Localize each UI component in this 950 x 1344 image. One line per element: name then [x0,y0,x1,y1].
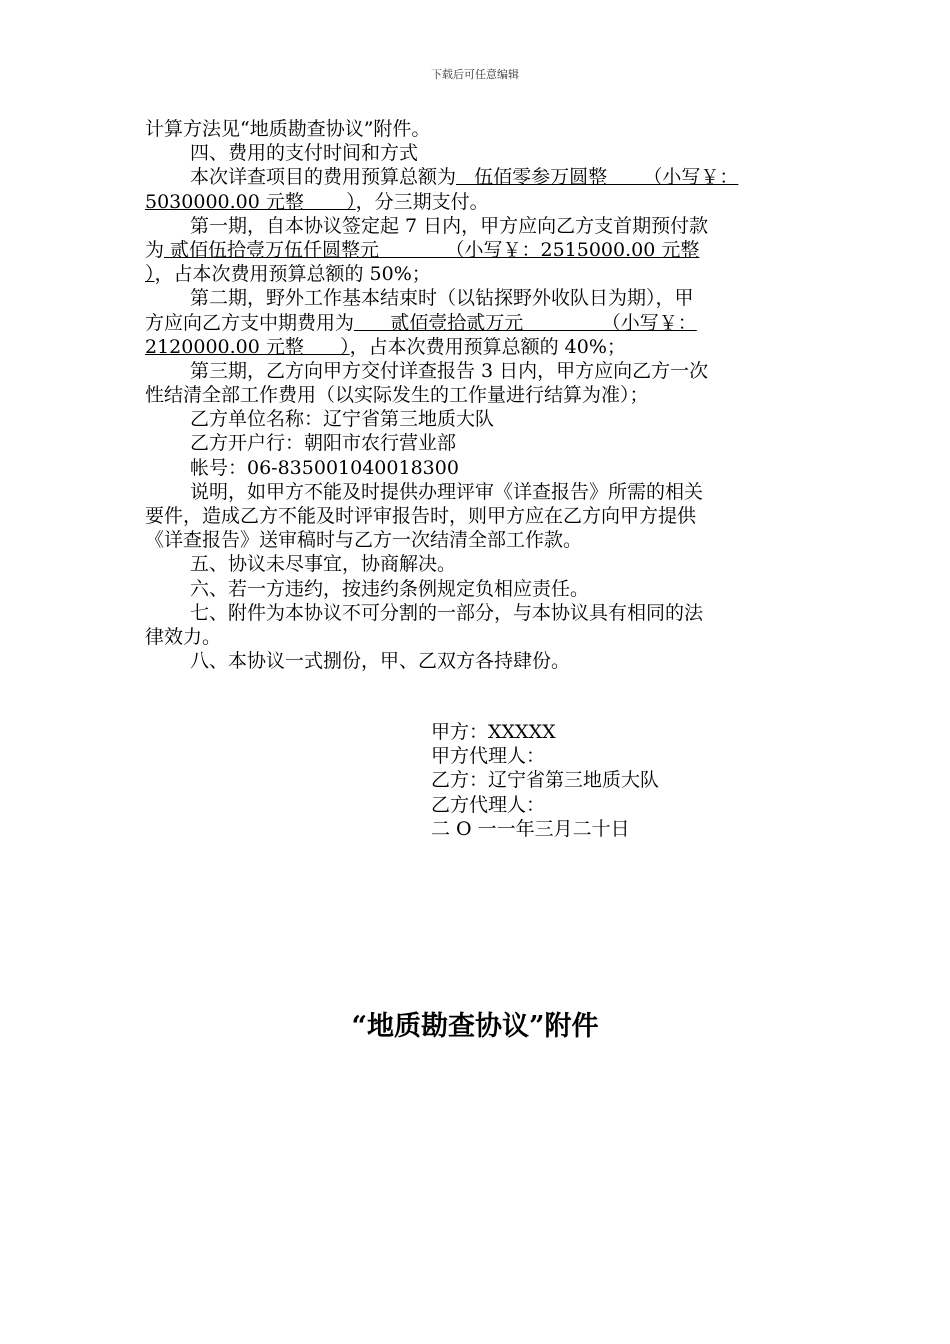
text-line: 律效力。 [145,625,222,648]
contract-body [145,117,810,673]
text-line [145,190,810,214]
text-line: 要件，造成乙方不能及时评审报告时，则甲方应在乙方向甲方提供 [145,505,697,527]
signing-date: 二 O 一一年三月二十日 [431,817,630,840]
text-line: 第二期，野外工作基本结束时（以钻探野外收队日为期），甲 [190,287,694,310]
annex-title: “地质勘查协议”附件 [351,1011,599,1042]
party-a-agent: 甲方代理人： [431,745,546,768]
party-b: 乙方：辽宁省第三地质大队 [431,769,660,792]
bank-account: 帐号：06-835001040018300 [190,456,459,479]
text-line [145,311,810,335]
text-span: ，占本次费用预算总额的 40%； [349,335,626,358]
signature-block [431,720,659,841]
text-span: 为 [145,238,165,261]
text-span: ，分三期支付。 [355,190,489,213]
text-span: ，占本次费用预算总额的 50%； [154,263,431,286]
section-heading-payment: 四、费用的支付时间和方式 [190,142,419,165]
bank-branch: 乙方开户行：朝阳市农行营业部 [190,432,457,455]
second-payment-field: 贰佰壹拾贰万元 （小写￥： [354,311,697,334]
clause-seven: 七、附件为本协议不可分割的一部分，与本协议具有相同的法 [190,601,704,624]
total-budget-field: 伍佰零参万圆整 （小写￥： [456,166,739,189]
party-b-agent: 乙方代理人： [431,793,546,816]
total-budget-amount: 5030000.00 元整 ） [145,190,356,213]
text-line: 第三期，乙方向甲方交付详查报告 3 日内，甲方应向乙方一次 [190,359,709,382]
text-span: 方应向乙方支中期费用为 [145,311,355,334]
text-line: 第一期，自本协议签定起 7 日内，甲方应向乙方支首期预付款 [190,214,709,237]
clause-eight: 八、本协议一式捌份，甲、乙双方各持肆份。 [190,650,571,673]
text-line: 《详查报告》送审稿时与乙方一次结清全部工作款。 [145,529,583,552]
header-note: 下载后可任意编辑 [431,68,519,81]
text-line [145,335,810,359]
text-span: 本次详查项目的费用预算总额为 [190,166,457,189]
text-line [145,238,810,262]
text-line [145,262,810,286]
bank-unit-name: 乙方单位名称：辽宁省第三地质大队 [190,408,495,431]
first-payment-close: ） [145,263,155,286]
clause-six: 六、若一方违约，按违约条例规定负相应责任。 [190,577,590,600]
first-payment-field: 贰佰伍拾壹万伍仟圆整元 （小写￥：2515000.00 元整 [164,238,700,261]
second-payment-amount: 2120000.00 元整 ） [145,335,350,358]
text-line: 说明，如甲方不能及时提供办理评审《详查报告》所需的相关 [190,480,704,503]
text-line: 性结清全部工作费用（以实际发生的工作量进行结算为准）； [145,384,649,407]
text-line: 计算方法见“地质勘查协议”附件。 [145,118,431,140]
text-line [145,165,810,189]
party-a: 甲方：XXXXX [431,721,556,743]
clause-five: 五、协议未尽事宜，协商解决。 [190,553,457,576]
